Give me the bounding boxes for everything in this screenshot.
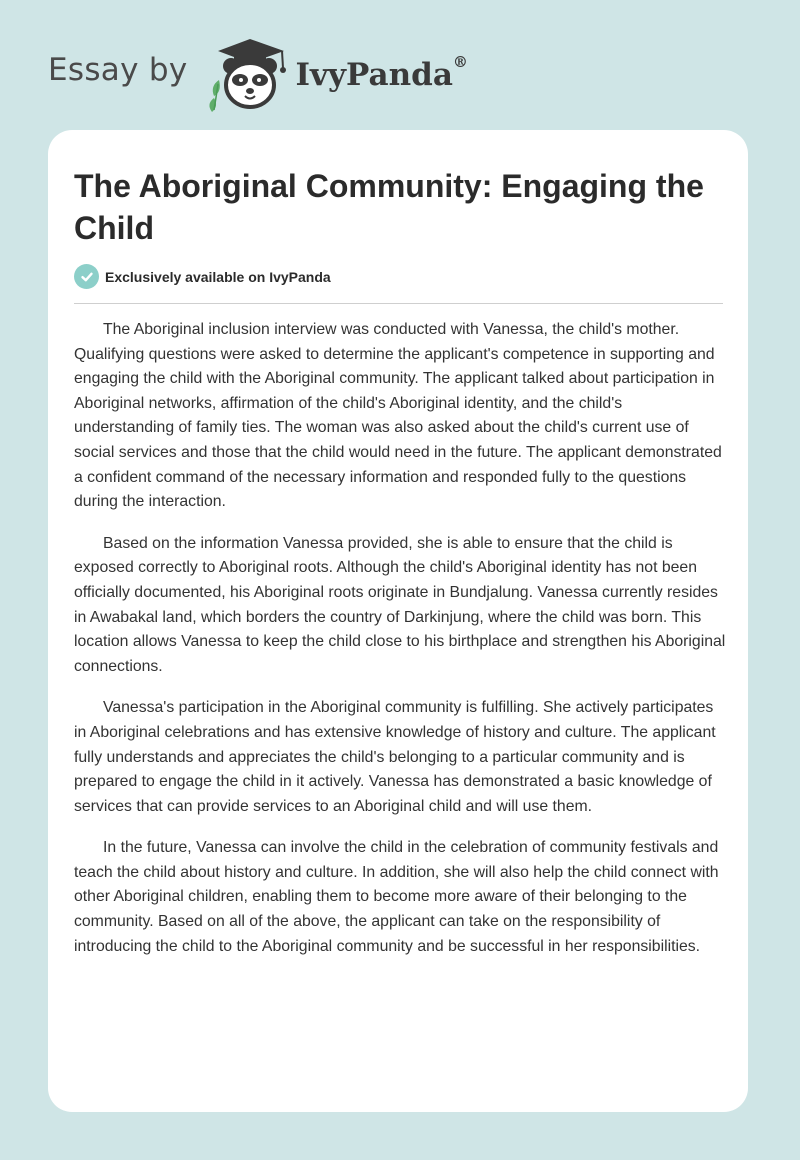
registered-mark: ® <box>452 53 468 71</box>
essay-body <box>74 318 726 976</box>
exclusive-badge <box>74 264 331 289</box>
check-icon <box>74 264 99 289</box>
essay-title: The Aboriginal Community: Engaging the Child <box>74 168 704 246</box>
panda-graduate-icon <box>204 34 294 114</box>
brand-name: IvyPanda® <box>295 53 468 93</box>
paragraph-2: Based on the information Vanessa provided, she is able to ensure that the child is exposed correctly to Aboriginal roots. Although the child's Aboriginal identity has not been officially documented, his Aboriginal roots originate in Bundjalung. Vanessa currently resides in Awabakal land, which borders the country of Darkinjung, where the child was born. This location allows Vanessa to keep the child close to his birthplace and strengthen his Aboriginal connections. <box>74 534 726 675</box>
title-divider <box>74 303 723 304</box>
paragraph-3: Vanessa's participation in the Aboriginal community is fulfilling. She actively participates in Aboriginal celebrations and has extensive knowledge of history and culture. The applicant fully understands and appreciates the child's belonging to a particular community and is prepared to engage the child in it actively. Vanessa has demonstrated a basic knowledge of services that can provide services to an Aboriginal child and will use them. <box>74 699 716 815</box>
essay-by-label: Essay by <box>48 52 188 88</box>
site-header <box>48 34 468 114</box>
paragraph-4: In the future, Vanessa can involve the child in the celebration of community festivals and teach the child about history and culture. In addition, she will also help the child connect with other Aboriginal children, enabling them to become more aware of their belonging to the community. Based on all of the above, the applicant can take on the responsibility of introducing the child to the Aboriginal community and be successful in her responsibilities. <box>74 839 719 955</box>
paragraph-1: The Aboriginal inclusion interview was conducted with Vanessa, the child's mother. Qualifying questions were asked to determine the applicant's competence in supporting and engaging the child with the Aboriginal community. The applicant talked about participation in Aboriginal networks, affirmation of the child's Aboriginal identity, and the child's understanding of family ties. The woman was also asked about the child's current use of social services and those that the child would need in the future. The applicant demonstrated a confident command of the necessary information and responded fully to the questions during the interaction. <box>74 321 722 511</box>
essay-card <box>48 130 748 1112</box>
exclusive-text: Exclusively available on IvyPanda <box>105 268 331 285</box>
